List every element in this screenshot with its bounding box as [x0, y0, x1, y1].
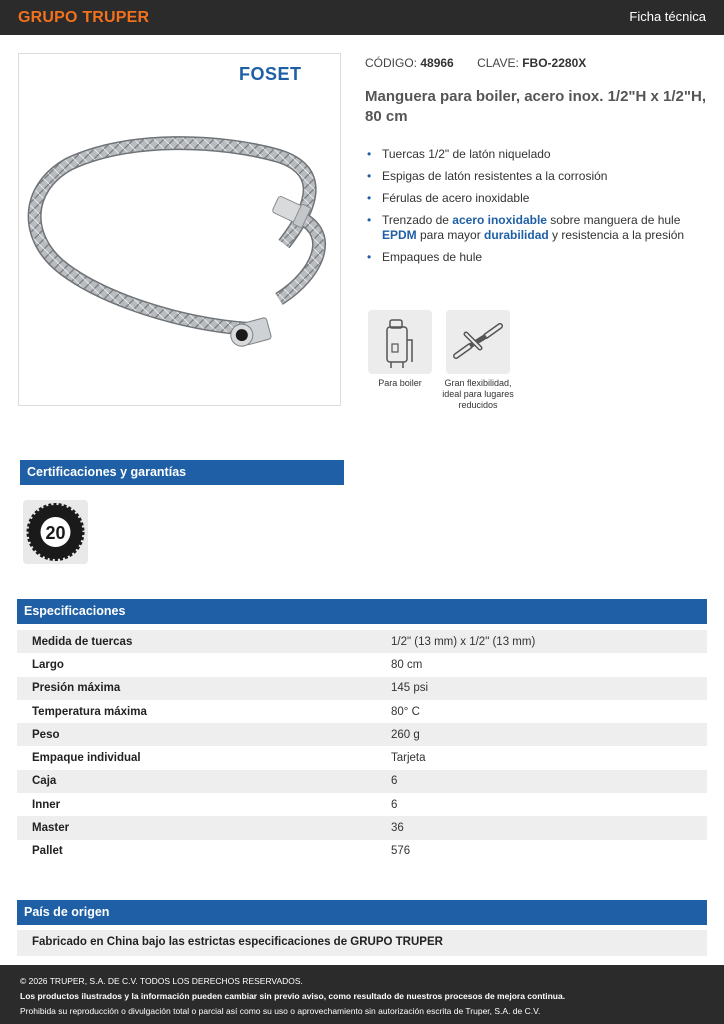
boiler-icon-graphic — [368, 310, 432, 374]
list-item — [365, 169, 700, 184]
clave-label: CLAVE: — [477, 56, 519, 70]
warranty-badge — [23, 500, 88, 564]
truper-logo: GRUPO TRUPER — [18, 9, 150, 26]
spec-value: 6 — [376, 770, 707, 793]
feature-highlight: acero inoxidable — [452, 213, 547, 227]
origin-header: País de origen — [17, 900, 707, 925]
spec-value: Tarjeta — [391, 752, 426, 765]
specifications-header: Especificaciones — [17, 599, 707, 624]
feature-text: Férulas de acero inoxidable — [382, 191, 530, 205]
feature-highlight: durabilidad — [484, 228, 549, 242]
table-row — [17, 653, 707, 676]
brand-logo: FOSET — [239, 64, 302, 84]
feature-text: y resistencia a la presión — [548, 228, 685, 242]
spec-value: 145 psi — [376, 677, 707, 700]
spec-label: Largo — [32, 658, 64, 671]
hose-image — [19, 94, 340, 374]
list-item — [365, 250, 700, 265]
feature-highlight: EPDM — [382, 228, 417, 242]
feature-text: Espigas de latón resistentes a la corrosión — [382, 169, 608, 183]
feature-list — [365, 147, 700, 272]
certifications-header: Certificaciones y garantías — [20, 460, 344, 485]
warranty-number: 20 — [45, 523, 66, 543]
clave-value: FBO-2280X — [522, 56, 587, 70]
feature-text: Trenzado de — [382, 213, 453, 227]
feature-text: sobre manguera de hule — [546, 213, 681, 227]
feature-text: para mayor — [416, 228, 485, 242]
list-item — [365, 213, 700, 243]
spec-value: 80 cm — [391, 658, 423, 671]
product-codes — [365, 56, 586, 70]
notice-text: Los productos ilustrados y la información pueden cambiar sin previo aviso, como resultado de nuestros procesos de mejora continua. — [20, 991, 566, 1001]
table-row — [17, 700, 707, 723]
product-title: Manguera para boiler, acero inox. 1/2"H x 1/2"H, 80 cm — [365, 88, 707, 125]
spec-label: Inner — [32, 798, 61, 811]
code-value: 48966 — [420, 56, 454, 70]
list-item — [365, 147, 700, 162]
table-row — [17, 840, 707, 863]
flexible-hose-icon — [446, 310, 510, 374]
spec-value: 36 — [376, 816, 707, 839]
spec-label: Medida de tuercas — [17, 630, 376, 653]
table-row — [17, 746, 707, 769]
spec-label: Master — [17, 816, 376, 839]
list-item — [365, 191, 700, 206]
origin-text: Fabricado en China bajo las estrictas especificaciones de GRUPO TRUPER — [17, 930, 707, 956]
spec-value: 80° C — [391, 705, 420, 718]
table-row — [17, 630, 707, 653]
boiler-icon — [368, 310, 432, 374]
spec-value: 1/2" (13 mm) x 1/2" (13 mm) — [376, 630, 707, 653]
feature-text: Empaques de hule — [382, 250, 483, 264]
table-row — [17, 677, 707, 700]
code-label: CÓDIGO: — [365, 56, 418, 70]
warranty-seal-icon — [23, 500, 88, 564]
spec-label: Peso — [17, 723, 376, 746]
spec-label: Caja — [17, 770, 376, 793]
spec-value: 576 — [391, 845, 411, 858]
specifications-table — [17, 630, 707, 863]
copyright-text: © 2026 TRUPER, S.A. DE C.V. TODOS LOS DERECHOS RESERVADOS. — [20, 976, 303, 986]
prohibition-text: Prohibida su reproducción o divulgación total o parcial así como su uso o aprovechamiento sin autorización escrita de Truper, S.A. de C.V. — [20, 1006, 541, 1016]
table-row — [17, 793, 707, 816]
feature-text: Tuercas 1/2" de latón niquelado — [382, 147, 551, 161]
flexible-hose-icon-graphic — [446, 310, 510, 374]
document-type-label: Ficha técnica — [629, 9, 706, 24]
boiler-caption: Para boiler — [378, 378, 422, 388]
product-photo — [18, 53, 341, 406]
top-header — [0, 0, 724, 35]
spec-label: Presión máxima — [17, 677, 376, 700]
spec-label: Temperatura máxima — [32, 705, 147, 718]
table-row — [17, 816, 707, 839]
spec-label: Pallet — [32, 845, 63, 858]
table-row — [17, 770, 707, 793]
spec-value: 260 g — [376, 723, 707, 746]
spec-label: Empaque individual — [32, 752, 141, 765]
spec-value: 6 — [391, 798, 398, 811]
page-footer — [0, 965, 724, 1024]
flexibility-caption: Gran flexibilidad, ideal para lugares reducidos — [442, 378, 514, 410]
table-row — [17, 723, 707, 746]
